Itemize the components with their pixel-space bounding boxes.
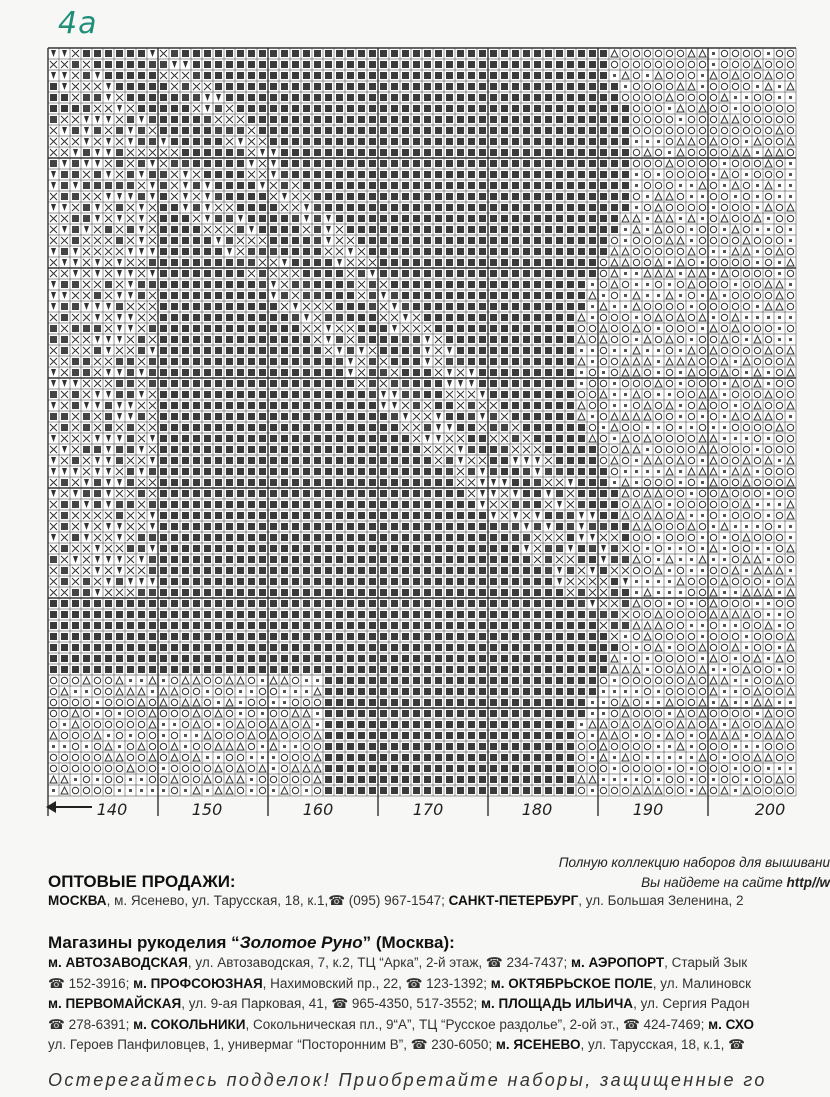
shop-line — [48, 976, 751, 992]
wholesale-line — [48, 893, 744, 909]
shop-metro-station: м. ОКТЯБРЬСКОЕ ПОЛЕ — [490, 975, 653, 991]
left-arrow-icon — [48, 806, 92, 808]
shop-metro-station: м. АВТОЗАВОДСКАЯ — [48, 955, 188, 970]
shop-address: , Сокольническая пл., 9“А”, ТЦ “Русское раздолье”, 2-ой эт., ☎ 424-7469; — [245, 1016, 709, 1032]
shop-address: ул. Героев Панфиловцев, 1, универмаг “Посторонним В”, ☎ 230-6050; — [48, 1037, 496, 1052]
site-url[interactable]: http//w — [786, 875, 830, 890]
shop-metro-station: м. СХО — [708, 1016, 754, 1032]
shop-address: ☎ 152-3916; — [48, 975, 134, 991]
shop-address: ☎ 278-6391; — [48, 1016, 134, 1032]
shop-line — [48, 1037, 745, 1053]
scale-tick-label: 140 — [96, 800, 128, 819]
shop-metro-station: м. ЯСЕНЕВО — [495, 1037, 581, 1052]
collection-note: Полную коллекцию наборов для вышивани — [558, 855, 830, 870]
shops-heading-suffix: ” (Москва): — [362, 933, 455, 952]
shop-address: , Старый Зык — [664, 955, 748, 970]
shop-metro-station: м. ПРОФСОЮЗНАЯ — [133, 975, 263, 991]
shop-line — [48, 1017, 754, 1033]
shop-metro-station: м. ПЕРВОМАЙСКАЯ — [48, 996, 182, 1011]
shop-address: , ул. Малиновск — [652, 975, 752, 991]
shops-heading — [48, 933, 455, 953]
wholesale-city-spb: САНКТ-ПЕТЕРБУРГ — [448, 893, 579, 908]
shop-metro-station: м. ПЛОЩАДЬ ИЛЬИЧА — [481, 996, 634, 1011]
shop-address: , ул. Автозаводская, 7, к.2, ТЦ “Арка”, 2-й этаж, ☎ 234-7437; — [187, 955, 572, 970]
shop-line — [48, 996, 750, 1012]
footer — [0, 845, 830, 1097]
scale-tick-label: 180 — [521, 800, 553, 819]
scale-tick-label: 160 — [302, 800, 334, 819]
shop-address: , Нахимовский пр., 22, ☎ 123-1392; — [262, 975, 491, 991]
shops-heading-prefix: Магазины рукоделия “ — [48, 933, 240, 952]
site-note-prefix: Вы найдете на сайте — [641, 875, 783, 890]
shop-line — [48, 955, 747, 971]
shop-address: , ул. Тарусская, 18, к.1, ☎ — [580, 1037, 745, 1052]
shops-brand: Золотое Руно — [239, 933, 363, 952]
scale-tick-label: 190 — [632, 800, 664, 819]
shop-metro-station: м. СОКОЛЬНИКИ — [133, 1016, 246, 1032]
wholesale-addr-moscow: , м. Ясенево, ул. Тарусская, 18, к.1,☎ (095) 967-1547; — [106, 893, 449, 908]
warning-text: Остерегайтесь подделок! Приобретайте наборы, защищенные го — [48, 1070, 767, 1090]
shop-address: , ул. 9-ая Парковая, 41, ☎ 965-4350, 517-3552; — [181, 996, 481, 1011]
wholesale-city-moscow: МОСКВА — [48, 893, 107, 908]
page-number: 4а — [58, 6, 98, 41]
site-note — [641, 875, 830, 890]
wholesale-heading: ОПТОВЫЕ ПРОДАЖИ: — [48, 872, 236, 891]
scale-tick-label: 200 — [754, 800, 786, 819]
wholesale-addr-spb: , ул. Большая Зеленина, 2 — [578, 893, 744, 908]
scale-tick-label: 170 — [412, 800, 444, 819]
shop-metro-station: м. АЭРОПОРТ — [571, 955, 665, 970]
shop-address: , ул. Сергия Радон — [633, 996, 750, 1011]
scale-tick-label: 150 — [191, 800, 223, 819]
